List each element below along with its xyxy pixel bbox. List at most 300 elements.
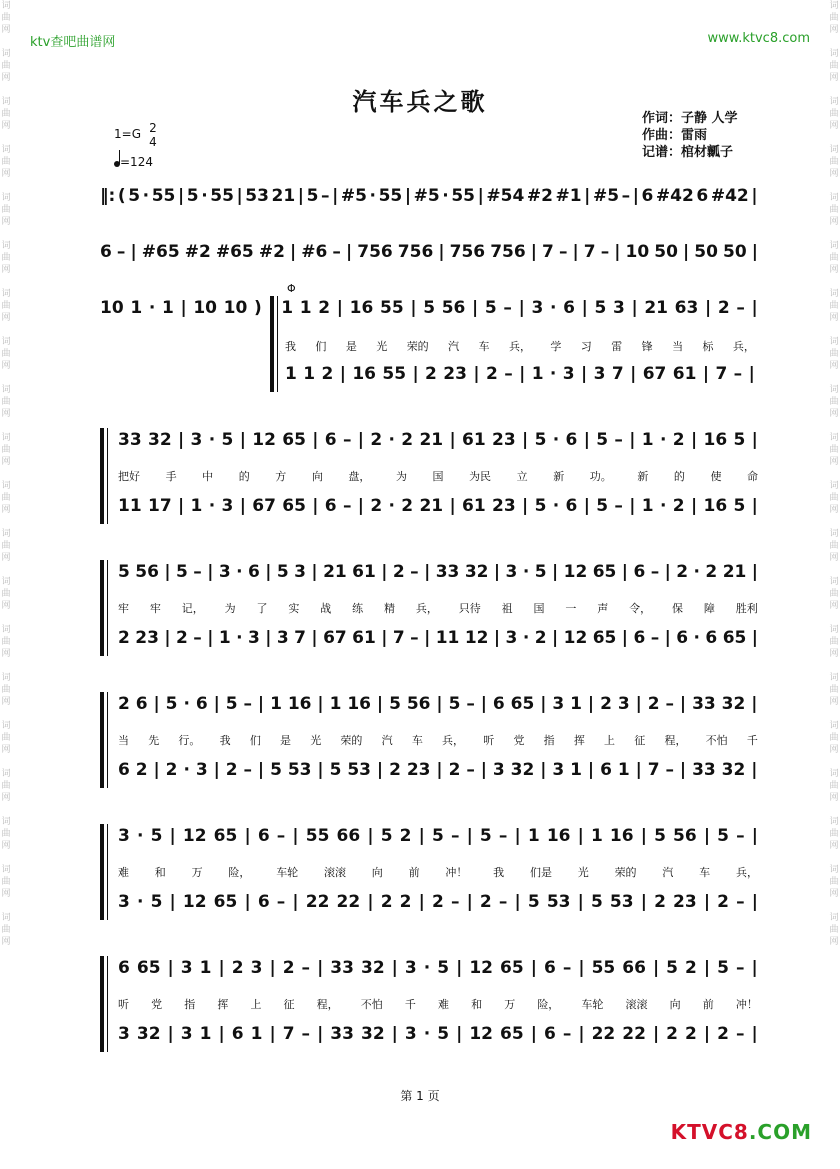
score-token: |	[652, 1024, 660, 1044]
score-token: ·	[183, 694, 190, 714]
score-token: 6	[543, 1024, 556, 1044]
score-token: 3	[180, 958, 193, 978]
score-token: 33	[330, 958, 354, 978]
lyric-syllable: 万	[504, 998, 516, 1011]
melody-line	[118, 958, 758, 978]
score-token: 2	[118, 694, 130, 714]
score-token: 2	[399, 826, 412, 846]
segno-mark: Φ	[287, 282, 296, 295]
score-token: |	[449, 496, 456, 516]
score-token: 2	[135, 760, 148, 780]
melody-line	[118, 562, 758, 582]
score-token: 2	[672, 430, 685, 450]
score-token: |	[312, 496, 319, 516]
lyric-syllable: 战	[320, 602, 332, 615]
lyric-syllable: 为民	[469, 470, 492, 483]
score-token: 3	[492, 760, 505, 780]
system-brace	[100, 824, 104, 920]
score-token: 61	[352, 562, 376, 582]
lyric-syllable: 先	[148, 734, 160, 747]
score-token: 33	[330, 1024, 354, 1044]
score-token: 65	[500, 1024, 524, 1044]
score-token: 6	[565, 496, 578, 516]
lyric-syllable: 实	[288, 602, 300, 615]
score-token: 50	[654, 242, 678, 262]
score-token: ·	[236, 628, 243, 648]
score-token: 2	[685, 1024, 697, 1044]
score-token: ·	[549, 298, 557, 318]
score-token: |	[466, 892, 473, 912]
harmony-line	[118, 628, 758, 648]
score-token: |	[583, 496, 590, 516]
lyric-syllable: 使	[710, 470, 722, 483]
score-token: –	[193, 562, 202, 582]
score-token: 12	[563, 628, 588, 648]
score-token: 2	[717, 892, 730, 912]
system-brace	[100, 560, 104, 656]
score-token: |	[614, 242, 621, 262]
lyric-syllable: 程，	[664, 734, 687, 747]
score-token: |	[178, 430, 185, 450]
score-token: |	[436, 760, 443, 780]
tempo-value: =124	[120, 155, 153, 169]
score-token: 1	[531, 364, 544, 384]
score-token: 756	[490, 242, 526, 262]
lyric-syllable: 中	[202, 470, 214, 483]
score-token: |	[391, 1024, 398, 1044]
score-token: –	[466, 694, 475, 714]
score-token: |	[456, 958, 463, 978]
score-token: 2	[389, 760, 401, 780]
score-token: |	[587, 694, 595, 714]
site-name-left[interactable]: ktv查吧曲谱网	[30, 35, 116, 50]
score-token: 65	[282, 496, 306, 516]
score-token: 61	[672, 364, 697, 384]
lyric-syllable: 声	[597, 602, 609, 615]
score-token: 1	[199, 958, 212, 978]
score-token: 1	[190, 496, 203, 516]
score-token: 3	[505, 562, 518, 582]
score-token: |	[493, 628, 501, 648]
score-token: |	[289, 242, 297, 262]
score-token: 6	[231, 1024, 244, 1044]
score-token: 3	[404, 1024, 417, 1044]
score-token: #2	[258, 242, 285, 262]
score-token: 5	[534, 496, 547, 516]
score-token: |	[436, 694, 443, 714]
score-token: 2	[600, 694, 612, 714]
score-token: 2	[654, 892, 666, 912]
score-token: 50	[723, 242, 747, 262]
lyrics-line	[118, 864, 758, 880]
score-token: 7	[282, 1024, 295, 1044]
score-token: 6	[633, 562, 646, 582]
score-token: 66	[622, 958, 646, 978]
score-token: 21	[419, 430, 444, 450]
score-token: 5	[389, 694, 401, 714]
score-token: 65	[500, 958, 524, 978]
score-token: |	[317, 1024, 324, 1044]
score-token: 1	[570, 760, 582, 780]
lyric-syllable: 征	[283, 998, 295, 1011]
score-token: ·	[369, 186, 376, 206]
site-url-right[interactable]: www.ktvc8.com	[707, 31, 810, 46]
score-token: |	[690, 430, 698, 450]
score-token: |	[367, 892, 374, 912]
score-token: 23	[443, 364, 467, 384]
score-token: |	[679, 694, 687, 714]
score-token: |	[336, 298, 344, 318]
lyric-syllable: 我	[493, 866, 505, 879]
score-token: |	[381, 628, 388, 648]
lyric-syllable: 一	[565, 602, 577, 615]
score-token: |	[522, 496, 529, 516]
score-token: |	[244, 826, 251, 846]
lyric-syllable: 是	[345, 340, 357, 353]
score-token: 7	[542, 242, 554, 262]
score-token: #1	[555, 186, 582, 206]
score-token: |	[704, 298, 712, 318]
score-token: |	[621, 562, 629, 582]
score-token: 23	[135, 628, 159, 648]
score-token: |	[519, 364, 526, 384]
score-token: 32	[510, 760, 535, 780]
score-token: 756	[397, 242, 434, 262]
score-token: –	[736, 892, 745, 912]
score-token: |	[480, 760, 487, 780]
logo-suffix: .COM	[748, 1120, 812, 1144]
score-token: ·	[552, 430, 560, 450]
score-token: 1	[641, 430, 654, 450]
score-token: |	[530, 1024, 537, 1044]
lyric-syllable: 令，	[629, 602, 652, 615]
lyric-syllable: 挥	[573, 734, 585, 747]
score-token: 65	[592, 562, 617, 582]
score-token: –	[498, 892, 508, 912]
score-token: –	[243, 760, 252, 780]
lyric-syllable: 练	[352, 602, 364, 615]
lyrics-line	[285, 338, 755, 354]
score-token: 5	[717, 826, 730, 846]
score-token: 33	[118, 430, 142, 450]
score-token: –	[735, 958, 745, 978]
tempo-marking	[114, 155, 153, 169]
score-token: 2	[370, 430, 383, 450]
score-token: |	[751, 628, 758, 648]
score-token: –	[562, 958, 572, 978]
score-token: |	[257, 694, 265, 714]
lyric-syllable: 障	[703, 602, 715, 615]
score-token: 2	[399, 892, 412, 912]
score-token: –	[736, 298, 745, 318]
score-token: 55	[380, 298, 404, 318]
system-line	[107, 956, 108, 1052]
score-token: 1	[281, 298, 294, 318]
lyric-syllable: 胜利	[735, 602, 758, 615]
score-token: 5	[380, 826, 393, 846]
score-token: 1	[250, 1024, 263, 1044]
score-token: –	[276, 826, 286, 846]
score-token: |	[317, 958, 324, 978]
score-token: |	[751, 496, 758, 516]
score-token: ·	[423, 958, 431, 978]
score-token: |	[449, 430, 456, 450]
lyric-syllable: 光	[310, 734, 322, 747]
score-token: 23	[492, 496, 516, 516]
score-token: |	[480, 694, 487, 714]
score-token: |	[265, 628, 272, 648]
score-token: 17	[148, 496, 172, 516]
score-token: 5	[666, 958, 679, 978]
score-token: |	[493, 562, 501, 582]
score-token: |	[540, 760, 547, 780]
lyric-syllable: 精	[384, 602, 395, 615]
lyric-syllable: 只待	[458, 602, 481, 615]
harmony-line	[118, 760, 758, 780]
score-token: |	[635, 694, 642, 714]
score-token: |	[367, 826, 374, 846]
score-token: 61	[462, 496, 486, 516]
score-token: –	[503, 298, 512, 318]
score-token: 63	[674, 298, 699, 318]
score-token: 11	[118, 496, 142, 516]
score-token: |	[297, 186, 304, 206]
score-token: #65	[215, 242, 254, 262]
lyric-syllable: 我	[285, 340, 296, 353]
score-token: 16	[609, 826, 634, 846]
score-token: ‖:	[100, 186, 116, 206]
score-token: |	[751, 892, 758, 912]
lyric-syllable: 千	[746, 734, 758, 747]
score-token: 56	[673, 826, 697, 846]
score-token: 10	[193, 298, 217, 318]
score-token: 12	[563, 562, 588, 582]
score-token: 3	[505, 628, 518, 648]
system-line	[107, 824, 108, 920]
lyric-syllable: 荣的	[340, 734, 363, 747]
lyric-syllable: 标	[702, 340, 714, 353]
score-token: |	[621, 628, 629, 648]
score-token: |	[679, 760, 687, 780]
site-logo[interactable]	[671, 1120, 812, 1144]
lyric-syllable: 上	[604, 734, 616, 747]
score-token: ·	[423, 1024, 431, 1044]
score-token: |	[748, 364, 755, 384]
score-token: –	[410, 628, 419, 648]
score-token: 5	[717, 958, 729, 978]
melody-line	[100, 186, 758, 206]
score-token: –	[342, 430, 352, 450]
score-token: 3	[294, 562, 306, 582]
score-token: |	[130, 242, 137, 262]
score-token: 2	[231, 958, 244, 978]
score-token: 5	[431, 826, 444, 846]
lyric-syllable: 向	[371, 866, 383, 879]
lyric-syllable: 兵，	[415, 602, 438, 615]
score-token: 33	[692, 694, 716, 714]
lyrics-line	[118, 468, 758, 484]
lyric-syllable: 光	[376, 340, 388, 353]
score-token: –	[600, 242, 610, 262]
lyric-syllable: 程，	[316, 998, 339, 1011]
score-token: 21	[323, 562, 347, 582]
score-token: –	[614, 430, 623, 450]
score-token: 2	[118, 628, 130, 648]
score-token: 6	[257, 892, 270, 912]
score-token: |	[473, 364, 480, 384]
score-token: 5	[423, 298, 436, 318]
lyric-syllable: 的	[673, 470, 685, 483]
score-token: |	[751, 298, 758, 318]
score-token: 21	[722, 562, 747, 582]
score-token: 22	[591, 1024, 616, 1044]
score-token: ·	[549, 364, 557, 384]
score-token: 6	[195, 694, 208, 714]
score-token: 12	[469, 958, 494, 978]
score-token: ·	[522, 628, 530, 648]
score-token: ·	[183, 760, 190, 780]
score-token: 2	[425, 364, 437, 384]
score-token: 5	[448, 694, 461, 714]
score-token: |	[629, 496, 636, 516]
lyric-syllable: 车轮	[581, 998, 604, 1011]
score-token: –	[466, 760, 475, 780]
score-token: –	[665, 694, 674, 714]
score-token: 5	[165, 694, 178, 714]
score-token: 32	[148, 430, 172, 450]
lyric-syllable: 向	[311, 470, 323, 483]
score-token: 11	[435, 628, 460, 648]
score-token: 5	[596, 430, 609, 450]
score-token: –	[562, 1024, 572, 1044]
score-token: 6	[247, 562, 260, 582]
score-token: 1	[218, 628, 231, 648]
score-token: |	[477, 186, 484, 206]
lyric-syllable: 国	[533, 602, 545, 615]
score-token: |	[213, 760, 220, 780]
score-token: |	[683, 242, 690, 262]
score-token: 32	[360, 1024, 385, 1044]
score-token: 21	[271, 186, 296, 206]
lyric-syllable: 方	[275, 470, 287, 483]
score-token: |	[578, 958, 585, 978]
score-token: 10	[223, 298, 248, 318]
score-token: 55	[378, 186, 403, 206]
score-token: ·	[693, 628, 700, 648]
score-token: #5	[340, 186, 367, 206]
score-token: (	[117, 186, 126, 206]
score-token: |	[577, 826, 584, 846]
lyric-syllable: 党	[513, 734, 525, 747]
lyric-syllable: 立	[516, 470, 528, 483]
score-token: 1	[199, 1024, 212, 1044]
lyric-syllable: 当	[672, 340, 684, 353]
score-token: |	[630, 364, 637, 384]
lyric-syllable: 光	[577, 866, 589, 879]
score-token: |	[169, 826, 176, 846]
melody-line	[100, 242, 758, 262]
score-token: |	[339, 364, 346, 384]
score-token: |	[631, 298, 638, 318]
score-token: |	[518, 298, 525, 318]
score-token: 5	[527, 892, 540, 912]
lyric-syllable: 的	[238, 470, 250, 483]
score-token: 3	[195, 760, 208, 780]
score-token: |	[522, 430, 529, 450]
system-line	[107, 560, 108, 656]
score-token: |	[376, 760, 384, 780]
score-token: –	[498, 826, 508, 846]
score-token: 55	[151, 186, 176, 206]
lyric-syllable: 当	[118, 734, 129, 747]
lyric-syllable: 们是	[529, 866, 552, 879]
lyric-syllable: 牢	[118, 602, 129, 615]
score-token: 2	[225, 760, 238, 780]
lyric-syllable: 锋	[641, 340, 653, 353]
score-token: |	[167, 958, 174, 978]
score-token: 5	[276, 562, 289, 582]
score-token: –	[665, 760, 674, 780]
score-token: 6	[543, 958, 556, 978]
score-token: |	[456, 1024, 463, 1044]
score-token: |	[164, 562, 171, 582]
lyrics-line	[118, 732, 758, 748]
score-token: 3	[118, 1024, 130, 1044]
score-token: 12	[469, 1024, 494, 1044]
part-line	[277, 296, 278, 392]
score-token: 2	[401, 430, 414, 450]
lyric-syllable: 险，	[537, 998, 560, 1011]
song-title: 汽车兵之歌	[352, 87, 488, 116]
score-token: –	[504, 364, 513, 384]
lyric-syllable: 手	[165, 470, 177, 483]
score-token: 16	[546, 826, 571, 846]
score-token: 6	[324, 496, 337, 516]
score-token: 5	[484, 298, 497, 318]
score-token: 5	[654, 826, 666, 846]
score-token: 1	[161, 298, 174, 318]
score-token: 16	[703, 430, 728, 450]
time-signature	[146, 121, 160, 149]
score-token: –	[733, 364, 743, 384]
score-token: –	[450, 826, 460, 846]
score-token: |	[664, 562, 671, 582]
score-token: 21	[644, 298, 668, 318]
score-token: 2	[380, 892, 393, 912]
score-token: 3	[180, 1024, 193, 1044]
score-token: 1	[527, 826, 540, 846]
score-token: 2	[176, 628, 188, 648]
score-token: 16	[287, 694, 312, 714]
score-token: 61	[462, 430, 486, 450]
score-token: –	[621, 186, 631, 206]
score-token: 5	[186, 186, 199, 206]
score-token: |	[178, 496, 185, 516]
lyric-syllable: 听	[118, 998, 129, 1011]
score-token: 3	[617, 694, 630, 714]
score-token: |	[412, 364, 419, 384]
score-token: 2	[448, 760, 461, 780]
score-system-5	[100, 560, 758, 660]
lyric-syllable: 功。	[589, 470, 612, 483]
score-token: |	[751, 242, 758, 262]
score-token: –	[276, 892, 286, 912]
score-token: |	[703, 826, 711, 846]
score-token: #5	[592, 186, 620, 206]
score-token: |	[751, 430, 758, 450]
lyric-syllable: 行。	[178, 734, 201, 747]
score-token: |	[269, 958, 276, 978]
